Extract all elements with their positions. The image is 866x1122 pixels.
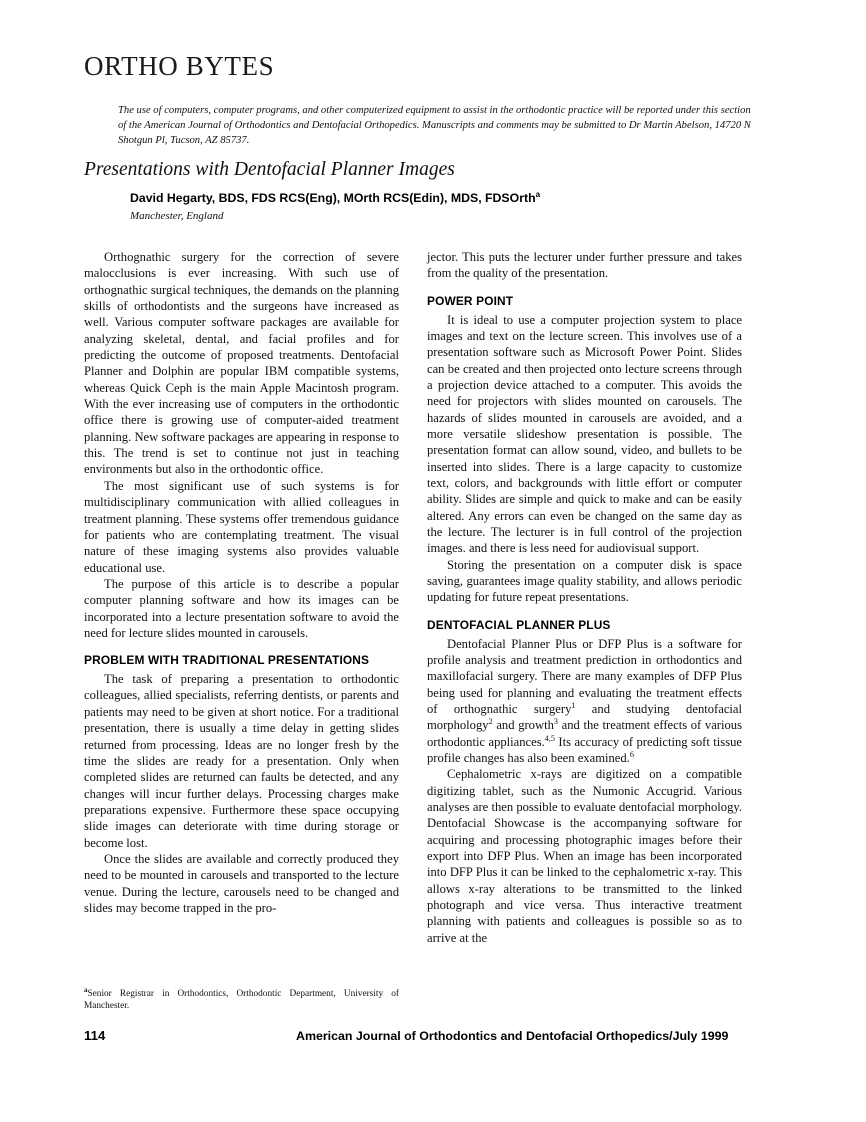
footnote-text: Senior Registrar in Orthodontics, Orthodontic Department, University of Manchester. (84, 989, 399, 1012)
author-name: David Hegarty, BDS, FDS RCS(Eng), MOrth RCS(Edin), MDS, FDSOrth (130, 191, 536, 205)
footnote (84, 985, 399, 1012)
text-part: Its accuracy of predicting soft tissue profile changes has also been examined. (427, 734, 742, 766)
paragraph-continued: jector. This puts the lecturer under further pressure and takes from the quality of the presentation. (427, 250, 742, 281)
column-left (84, 249, 399, 994)
citation-ref: 6 (629, 749, 634, 759)
section-heading-problem: PROBLEM WITH TRADITIONAL PRESENTATIONS (84, 653, 370, 668)
paragraph: It is ideal to use a computer projection system to place images and text on the lecture screen. This involves use of a presentation software such as Microsoft Power Point. Slides can be created and then projected onto lecture screens through a projection device attached to a computer. This avoids the need for projectors with slides mounted on carousels. The hazards of slides mounted in carousels are avoided, and a more versatile slideshow presentation is possible. The presentation format can allow sound, video, and bullets to be inserted into slides. There is a large capacity to customize text, colors, and backgrounds with little effort or computer ability. Slides are simple and quick to make and can be easily altered. Any errors can even be changed on the same day as the lecture. The lecturer is in full control of the projection images. and there is less need for audiovisual support. (427, 312, 742, 556)
author-byline (130, 191, 790, 206)
paragraph-with-citations (427, 636, 742, 767)
citation-ref: 2 (488, 717, 493, 727)
paragraph: The task of preparing a presentation to orthodontic colleagues, allied specialists, referring dentists, or parents and patients may need to be given at short notice. For a traditional presentation, there is usually a time delay in getting slides returned from processing. Ideas are no longer fresh by the time the slides are ready for a presentation. Only when completed slides are returned can faults be detected, and any changes will incur further delays. Processing charges make preparations expensive. Furthermore these space occupying slide images can deteriorate with time during storage or become lost. (84, 672, 399, 850)
text-part: and growth (492, 718, 554, 733)
masthead (84, 52, 784, 80)
journal-citation: American Journal of Orthodontics and Dentofacial Orthopedics/July 1999 (296, 1029, 729, 1043)
citation-ref: 1 (571, 700, 576, 710)
author-affiliation: Manchester, England (130, 210, 224, 222)
section-heading-dentofacial-planner-plus: DENTOFACIAL PLANNER PLUS (427, 617, 611, 632)
paragraph: Once the slides are available and correctly produced they need to be mounted in carousels and transported to the lecture venue. During the lecture, carousels need to be changed and slides may become trapped in the pro- (84, 851, 399, 915)
paragraph: Cephalometric x-rays are digitized on a compatible digitizing tablet, such as the Numonic Accugrid. Various analyses are then possible to evaluate dentofacial morphology. Dentofacial Showcase is the accompanying software for acquiring and processing photographic images before their export into DFP Plus. When an image has been incorporated into DFP Plus it can be linked to the cephalometric x-ray. This allows x-ray alterations to be transmitted to the linked photograph and vice versa. Thus interactive treatment planning with patients and colleagues is possible so as to arrive at the (427, 767, 742, 945)
paragraph: Orthognathic surgery for the correction of severe malocclusions is ever increasing. With such use of orthognathic surgical techniques, the demands on the planning skills of orthodontists and the surgeons have increased as well. Various computer software packages are available for analyzing skeletal, dental, and facial profiles and for predicting the outcome of proposed treatments. Dentofacial Planner and Dolphin are popular IBM compatible systems, whereas Quick Ceph is the main Apple Macintosh program. With the ever increasing use of computers in the orthodontic office there is growing use of computer-aided treatment planning. New software packages are appearing in response to this. The trend is set to continue not just in teaching environments but also in the orthodontic office. (84, 250, 399, 477)
column-right (427, 249, 742, 994)
page-number: 114 (84, 1028, 106, 1043)
page-footer (0, 1028, 866, 1050)
citation-ref: 4,5 (544, 733, 556, 743)
author-footnote-marker: a (535, 189, 541, 199)
text-part: Dentofacial Planner Plus or DFP Plus is a software for profile analysis and treatment prediction in orthodontics and maxillofacial surgery. There are many examples of DFP Plus being used for planning and evaluating the treatment effects of orthognathic surgery (427, 636, 742, 716)
body-columns (84, 249, 784, 994)
editor-note: The use of computers, computer programs, and other computerized equipment to assist in the orthodontic practice will be reported under this section of the American Journal of Orthodontics and Dentofacial Orthopedics. Manuscripts and comments may be submitted to Dr Martin Abelson, 14720 N Shotgun Pl, Tucson, AZ 85737. (118, 105, 751, 147)
page-title: ORTHO BYTES (84, 51, 275, 81)
article-title: Presentations with Dentofacial Planner Images (84, 159, 455, 180)
section-heading-power-point: POWER POINT (427, 293, 514, 308)
paragraph: The purpose of this article is to describe a popular computer planning software and how its images can be incorporated into a lecture presentation software to avoid the need for lecture slides mounted in carousels. (84, 576, 399, 640)
footnote-marker: a (84, 985, 88, 994)
paragraph: The most significant use of such systems is for multidisciplinary communication with allied colleagues in treatment planning. These systems offer tremendous guidance for patients who are contemplating treatment. The visual nature of these imaging systems also provides valuable educational use. (84, 478, 399, 575)
citation-ref: 3 (553, 717, 558, 727)
paragraph: Storing the presentation on a computer disk is space saving, guarantees image quality stability, and allows periodic updating for future repeat presentations. (427, 557, 742, 605)
text-part: and studying dentofacial morphology (427, 702, 743, 733)
text-part: and the treatment effects of various orthodontic appliances. (427, 718, 742, 749)
